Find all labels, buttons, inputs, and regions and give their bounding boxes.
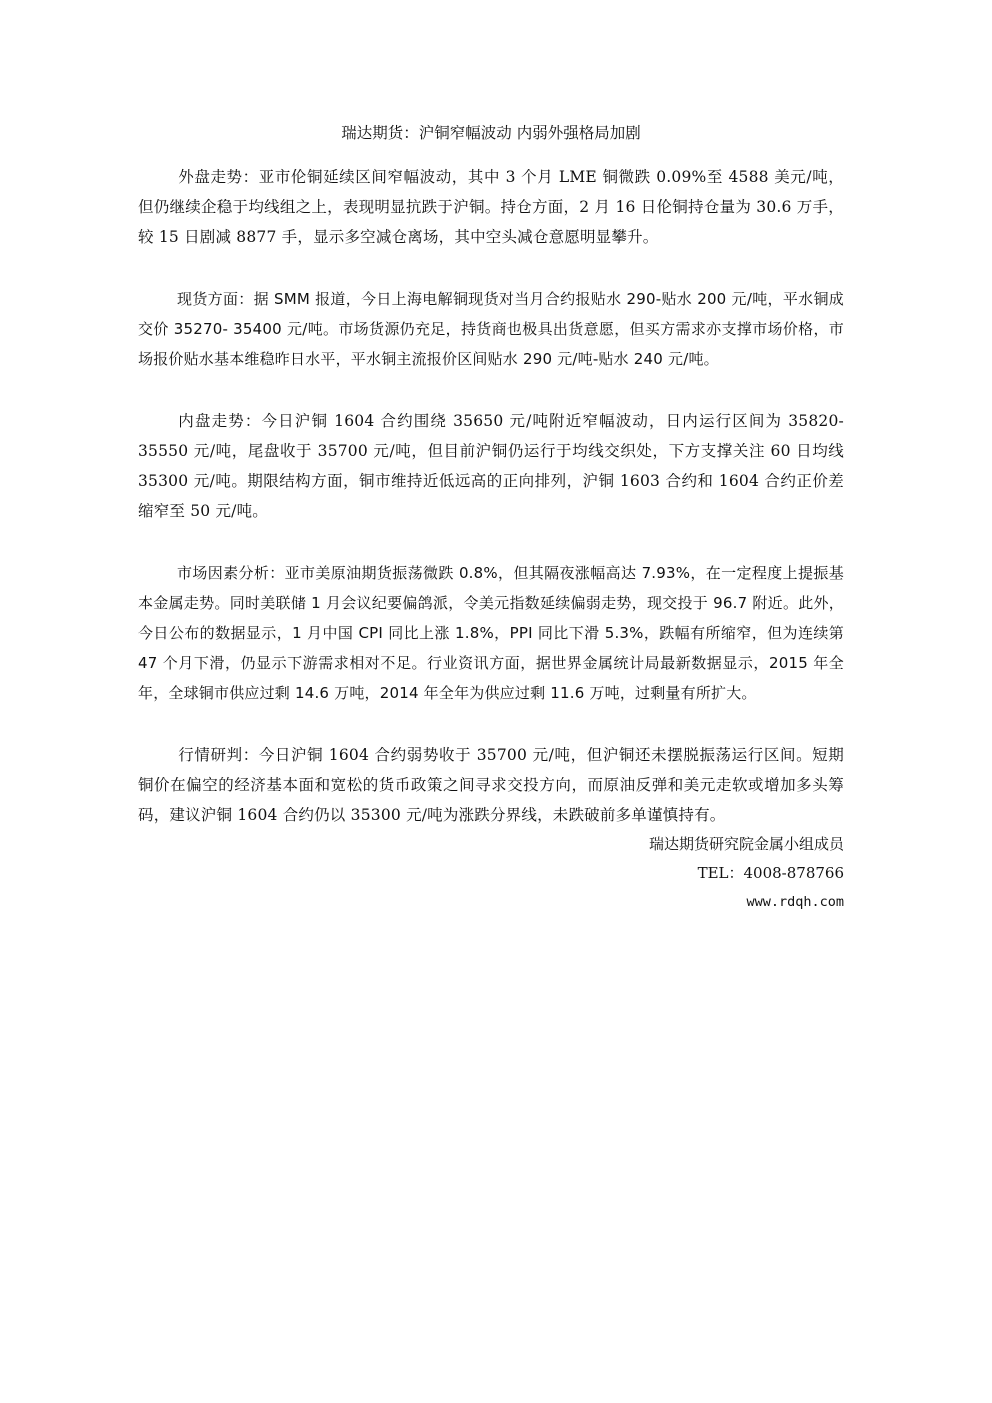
paragraph-market-factors: 市场因素分析：亚市美原油期货振荡微跌 0.8%，但其隔夜涨幅高达 7.93%，在一定程度上提振基本金属走势。同时美联储 1 月会议纪要偏鸽派，令美元指数延续偏弱走势，现交投于 96.7 附近。此外，今日公布的数据显示，1 月中国 CPI 同比上涨 1.8%，PPI 同比下滑 5.3%，跌幅有所缩窄，但为连续第 47 个月下滑，仍显示下游需求相对不足。行业资讯方面，据世界金属统计局最新数据显示，2015 年全年，全球铜市供应过剩 14.6 万吨，2014 年全年为供应过剩 11.6 万吨，过剩量有所扩大。 <box>138 564 844 702</box>
footer-team: 瑞达期货研究院金属小组成员 <box>648 835 844 853</box>
footer-website: www.rdqh.com <box>746 894 844 910</box>
paragraph-spot-market: 现货方面：据 SMM 报道，今日上海电解铜现货对当月合约报贴水 290-贴水 200 元/吨，平水铜成交价 35270- 35400 元/吨。市场货源仍充足，持货商也极具出货意愿，但买方需求亦支撑市场价格，市场报价贴水基本维稳昨日水平，平水铜主流报价区间贴水 290 元/吨-贴水 240 元/吨。 <box>138 290 844 368</box>
document-page <box>138 118 844 917</box>
paragraph-overseas-market: 外盘走势：亚市伦铜延续区间窄幅波动，其中 3 个月 LME 铜微跌 0.09%至 4588 美元/吨，但仍继续企稳于均线组之上，表现明显抗跌于沪铜。持仓方面，2 月 16 日伦铜持仓量为 30.6 万手，较 15 日剧减 8877 手，显示多空减仓离场，其中空头减仓意愿明显攀升。 <box>138 168 844 246</box>
paragraph-domestic-market: 内盘走势：今日沪铜 1604 合约围绕 35650 元/吨附近窄幅波动，日内运行区间为 35820-35550 元/吨，尾盘收于 35700 元/吨，但目前沪铜仍运行于均线交织处，下方支撑关注 60 日均线 35300 元/吨。期限结构方面，铜市维持近低远高的正向排列，沪铜 1603 合约和 1604 合约正价差缩窄至 50 元/吨。 <box>138 412 844 520</box>
document-title: 瑞达期货：沪铜窄幅波动 内弱外强格局加剧 <box>341 124 641 142</box>
footer-tel: TEL：4008-878766 <box>697 864 844 882</box>
paragraph-market-outlook: 行情研判：今日沪铜 1604 合约弱势收于 35700 元/吨，但沪铜还未摆脱振荡运行区间。短期铜价在偏空的经济基本面和宽松的货币政策之间寻求交投方向，而原油反弹和美元走软或增加多头筹码，建议沪铜 1604 合约仍以 35300 元/吨为涨跌分界线，未跌破前多单谨慎持有。 <box>138 746 844 824</box>
document-footer <box>138 830 844 917</box>
